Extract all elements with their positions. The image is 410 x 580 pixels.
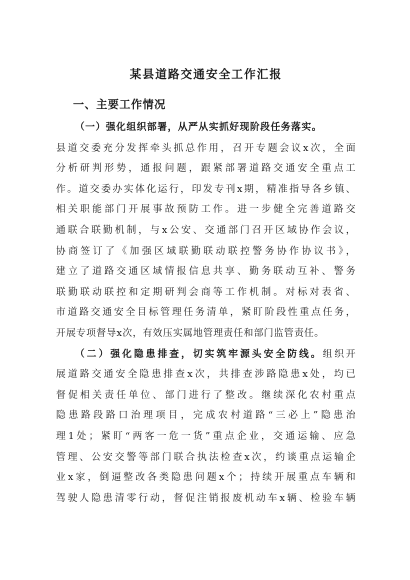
text-line: 分析研判形势，通报问题，跟紧部署道路交通安全重点工 [56,163,356,175]
text-line: 展道路交通安全隐患排查x次，共排查涉路隐患x处，均已 [56,369,356,381]
lead-tail-text: 组织开 [322,348,356,360]
text-line: 市道路交通安全目标管理任务清单，紧盯阶段性重点任务， [56,307,356,319]
lead-sentence: （二）强化隐患排查，切实筑牢源头安全防线。 [75,348,323,360]
paragraph-organization [56,118,356,345]
text-line: 县道交委充分发挥牵头抓总作用，召开专题会议x次，全面 [56,142,356,154]
document-title: 某县道路交通安全工作汇报 [129,67,283,81]
text-line: 建立了道路交通区域情报信息共享、勤务联动互补、警务 [56,266,356,278]
text-line: 隐患路段路口治理项目，完成农村道路“三必上”隐患治 [56,410,356,422]
text-line: 驾驶人隐患清零行动，督促注销报废机动车x辆、检验车辆 [56,492,356,504]
text-line: 作。道交委办实体化运行，印发专刊x期，精准指导各乡镇、 [56,183,356,195]
text-line: 督促相关责任单位、部门进行了整改。继续深化农村重点 [56,389,356,401]
section-heading-main-work: 一、主要工作情况 [73,98,166,111]
text-line: 管理、公安交警等部门联合执法检查x次，约谈重点运输企 [56,451,356,463]
paragraph-hazard-inspection [56,345,356,510]
text-line: 联勤联动联控和定期研判会商等工作机制。对标对表省、 [56,286,356,298]
text-line: 理1处；紧盯“两客一危一货”重点企业，交通运输、应急 [56,430,356,442]
lead-sentence: （一）强化组织部署，从严从实抓好现阶段任务落实。 [75,122,323,133]
text-line: 开展专项督导x次，有效压实属地管理责任和部门监管责任。 [56,327,325,339]
text-line: 通联合联勤机制，与x公安、交通部门召开区域协作会议， [56,224,356,236]
paragraph-lead-organization [56,118,356,139]
text-line: 相关职能部门开展事故预防工作。进一步健全完善道路交 [56,204,356,216]
text-line: 协商签订了《加强区域联勤联动联控警务协作协议书》， [56,245,356,257]
text-line: 业x家，倒逼整改各类隐患问题x个；持续开展重点车辆和 [56,472,356,484]
paragraph-lead-hazard [56,345,356,366]
